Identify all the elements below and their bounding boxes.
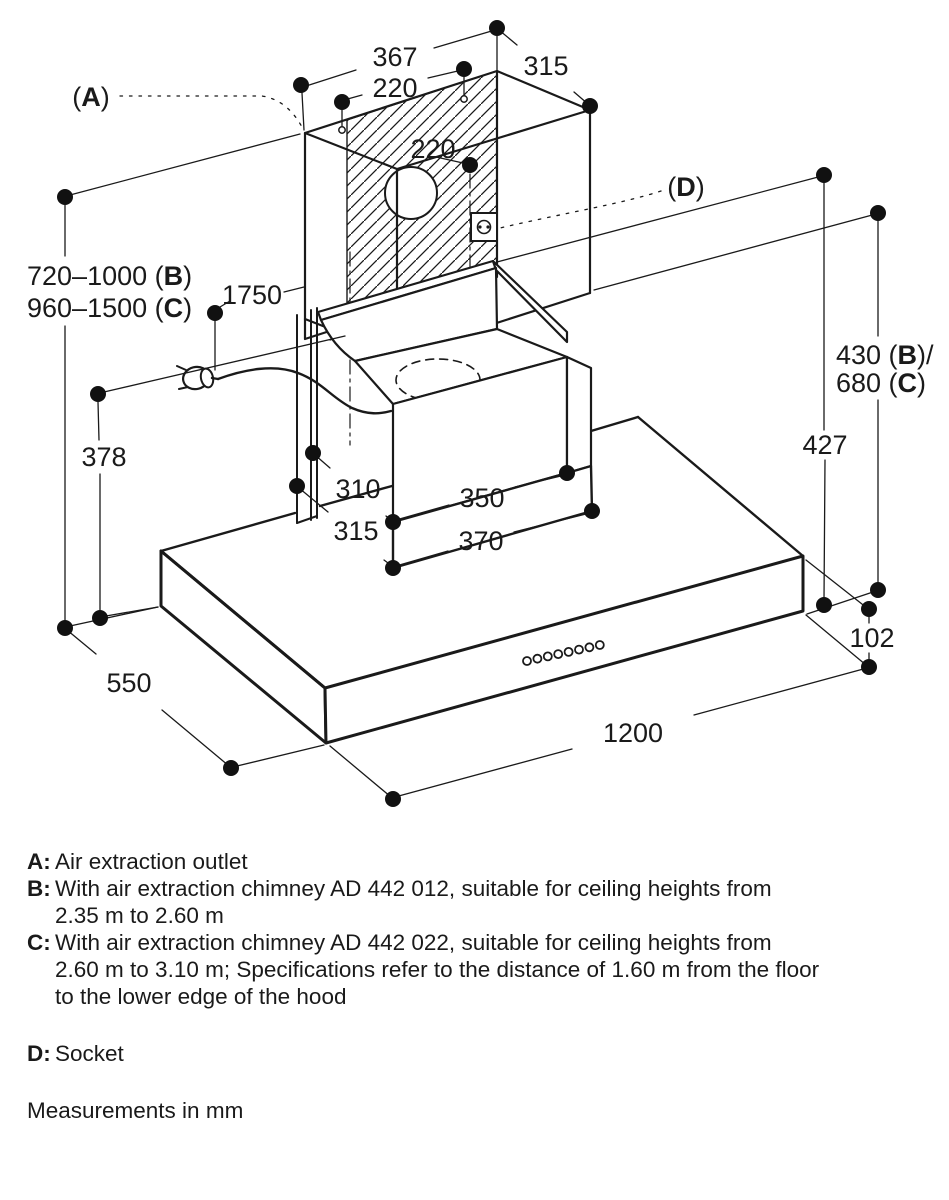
label-378: 378	[81, 442, 127, 472]
callout-a-label: (A)	[72, 82, 110, 112]
label-range-b: 720–1000 (B)	[27, 261, 193, 291]
label-220-hole: 220	[410, 134, 456, 164]
legend-item-a	[27, 848, 927, 875]
legend-item-c	[27, 929, 927, 1010]
plug-icon	[177, 364, 218, 392]
label-367: 367	[372, 42, 418, 72]
legend-text-a: Air extraction outlet	[55, 849, 248, 874]
label-1750: 1750	[221, 280, 283, 310]
connection-box-side	[567, 357, 591, 473]
legend-text-b2: 2.35 m to 2.60 m	[55, 903, 224, 928]
legend-label-a: A:	[27, 849, 51, 874]
power-cable	[177, 364, 391, 413]
socket-icon	[471, 213, 497, 241]
measurements-note: Measurements in mm	[27, 1098, 244, 1123]
dim-315-top	[499, 30, 590, 148]
callout-d-label: (D)	[667, 172, 705, 202]
legend-label-b: B:	[27, 876, 51, 901]
legend-label-c: C:	[27, 930, 51, 955]
label-430b: 430 (B)/	[836, 340, 934, 370]
legend	[27, 848, 927, 1124]
legend-item-d	[27, 1040, 927, 1067]
screw-hole-right	[461, 96, 467, 102]
callout-a-leader	[120, 96, 303, 129]
label-102: 102	[849, 623, 895, 653]
label-220-top: 220	[372, 73, 418, 103]
label-315-mid: 315	[333, 516, 379, 546]
label-550: 550	[106, 668, 152, 698]
label-310: 310	[335, 474, 381, 504]
label-350: 350	[459, 483, 505, 513]
legend-text-c3: to the lower edge of the hood	[55, 984, 347, 1009]
legend-item-b	[27, 875, 927, 929]
label-680c: 680 (C)	[836, 368, 927, 398]
label-427: 427	[802, 430, 848, 460]
callout-d-leader	[500, 191, 661, 228]
legend-text-c1: With air extraction chimney AD 442 022, suitable for ceiling heights from	[55, 930, 772, 955]
label-315-top: 315	[523, 51, 569, 81]
air-outlet-hole	[385, 167, 437, 219]
legend-label-d: D:	[27, 1041, 51, 1066]
label-range-c: 960–1500 (C)	[27, 293, 193, 323]
legend-text-b1: With air extraction chimney AD 442 012, suitable for ceiling heights from	[55, 876, 772, 901]
label-370: 370	[458, 526, 504, 556]
screw-hole-left	[339, 127, 345, 133]
label-1200: 1200	[602, 718, 664, 748]
legend-text-d: Socket	[55, 1041, 124, 1066]
legend-text-c2: 2.60 m to 3.10 m; Specifications refer to the distance of 1.60 m from the floor	[55, 957, 820, 982]
